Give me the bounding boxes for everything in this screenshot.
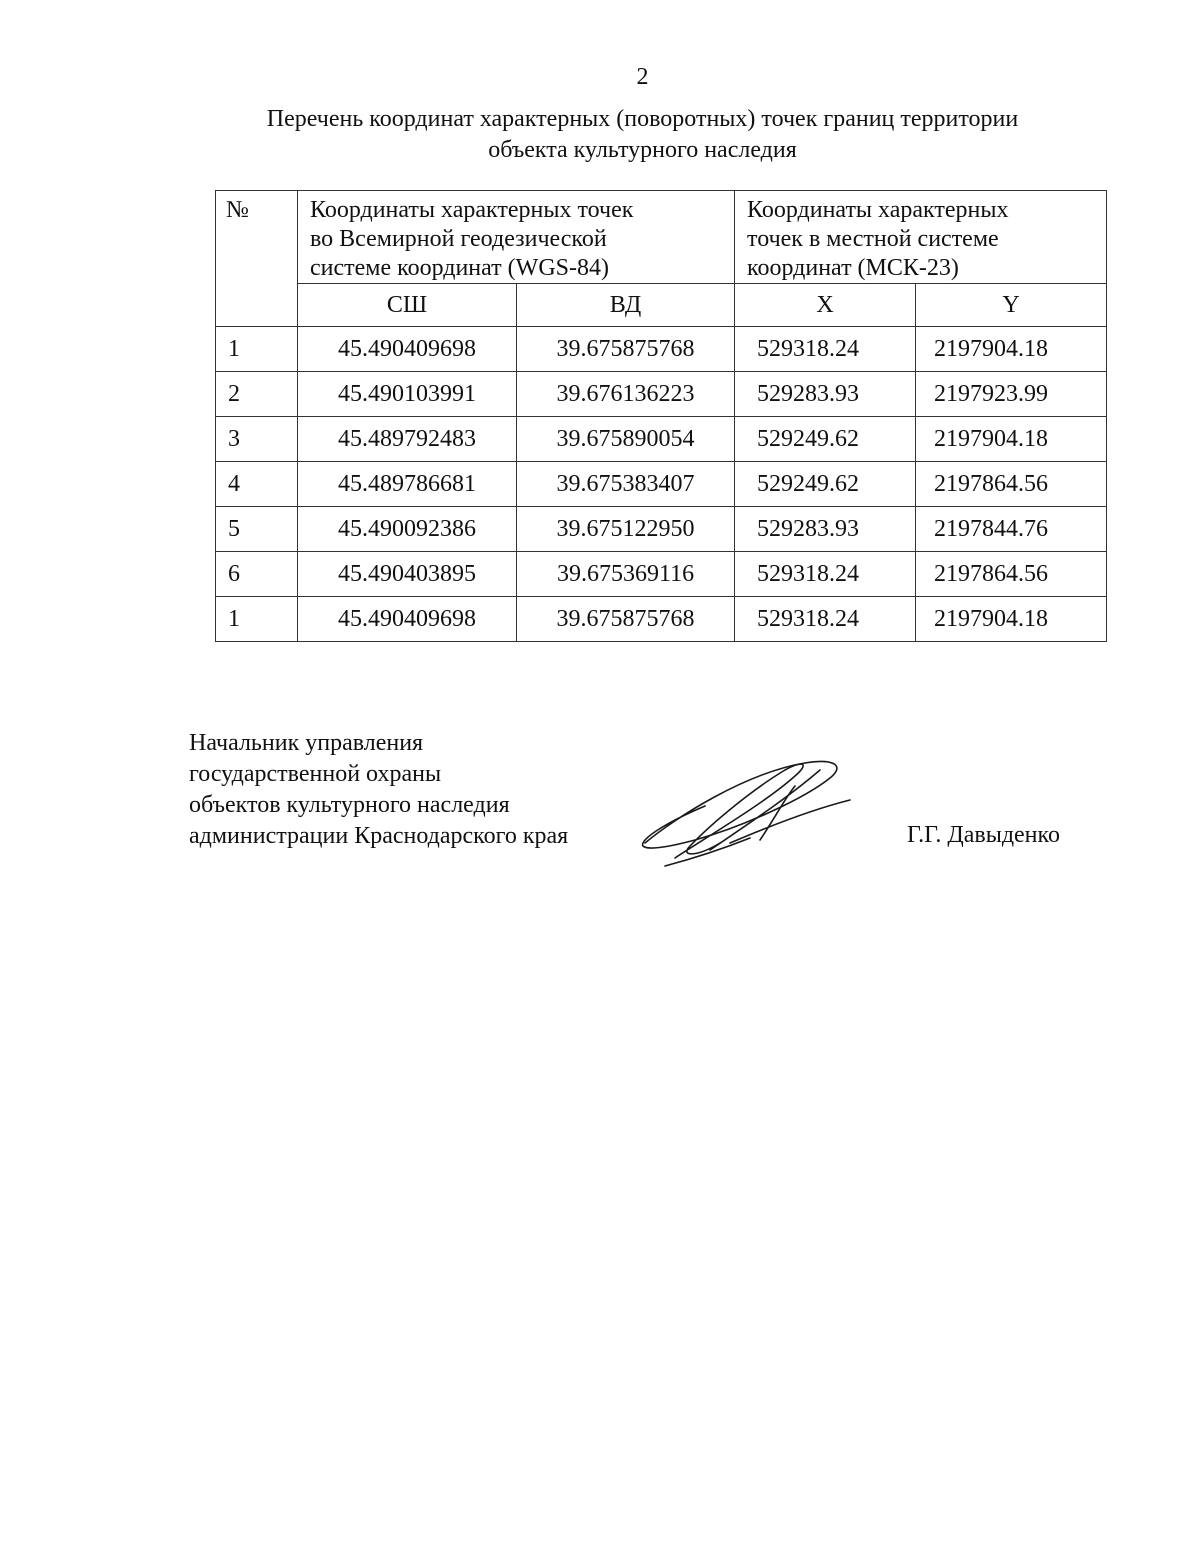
coordinates-table (215, 190, 1107, 642)
cell-number: 3 (216, 417, 298, 462)
cell-longitude: 39.675875768 (517, 327, 735, 372)
cell-number: 4 (216, 462, 298, 507)
cell-number: 6 (216, 552, 298, 597)
header-wgs84-line-1: Координаты характерных точек (310, 197, 634, 223)
header-number: № (216, 191, 298, 327)
cell-longitude: 39.675383407 (517, 462, 735, 507)
handwritten-signature (635, 748, 855, 873)
cell-latitude: 45.489792483 (298, 417, 517, 462)
table-row (216, 507, 1107, 552)
table-header-row (216, 191, 1107, 284)
cell-longitude: 39.676136223 (517, 372, 735, 417)
cell-y: 2197864.56 (916, 552, 1107, 597)
cell-y: 2197923.99 (916, 372, 1107, 417)
cell-y: 2197904.18 (916, 417, 1107, 462)
cell-y: 2197844.76 (916, 507, 1107, 552)
cell-x: 529283.93 (735, 372, 916, 417)
cell-number: 2 (216, 372, 298, 417)
header-msk23-line-3: координат (МСК-23) (747, 255, 959, 281)
cell-x: 529283.93 (735, 507, 916, 552)
cell-x: 529318.24 (735, 597, 916, 642)
cell-longitude: 39.675369116 (517, 552, 735, 597)
cell-x: 529318.24 (735, 327, 916, 372)
header-wgs84-line-3: системе координат (WGS-84) (310, 255, 609, 281)
header-msk23-group (735, 191, 1107, 284)
cell-number: 5 (216, 507, 298, 552)
cell-x: 529249.62 (735, 462, 916, 507)
cell-y: 2197904.18 (916, 327, 1107, 372)
header-wgs84-line-2: во Всемирной геодезической (310, 226, 607, 252)
cell-longitude: 39.675890054 (517, 417, 735, 462)
header-latitude: СШ (298, 284, 517, 327)
header-msk23-line-2: точек в местной системе (747, 226, 999, 252)
signatory-line-3: объектов культурного наследия (189, 792, 510, 818)
cell-number: 1 (216, 327, 298, 372)
table-row (216, 372, 1107, 417)
signatory-line-1: Начальник управления (189, 730, 424, 756)
cell-latitude: 45.490409698 (298, 327, 517, 372)
title-line-1: Перечень координат характерных (поворотных) точек границ территории (266, 106, 1019, 132)
table-row (216, 417, 1107, 462)
header-longitude: ВД (517, 284, 735, 327)
cell-longitude: 39.675875768 (517, 597, 735, 642)
signatory-line-4: администрации Краснодарского края (189, 823, 569, 849)
cell-latitude: 45.490403895 (298, 552, 517, 597)
signatory-position (189, 728, 568, 852)
cell-latitude: 45.490092386 (298, 507, 517, 552)
cell-y: 2197864.56 (916, 462, 1107, 507)
header-x: X (735, 284, 916, 327)
cell-longitude: 39.675122950 (517, 507, 735, 552)
header-y: Y (916, 284, 1107, 327)
header-wgs84-group (298, 191, 735, 284)
signatory-line-2: государственной охраны (189, 761, 442, 787)
cell-latitude: 45.490103991 (298, 372, 517, 417)
title-line-2: объекта культурного наследия (488, 137, 797, 163)
table-row (216, 552, 1107, 597)
signatory-name: Г.Г. Давыденко (907, 822, 1060, 848)
cell-y: 2197904.18 (916, 597, 1107, 642)
cell-latitude: 45.490409698 (298, 597, 517, 642)
table-subheader-row (216, 284, 1107, 327)
page-number: 2 (636, 64, 649, 90)
cell-number: 1 (216, 597, 298, 642)
cell-x: 529318.24 (735, 552, 916, 597)
cell-latitude: 45.489786681 (298, 462, 517, 507)
table-row (216, 462, 1107, 507)
table-row (216, 597, 1107, 642)
document-title (180, 104, 1105, 166)
cell-x: 529249.62 (735, 417, 916, 462)
table-row (216, 327, 1107, 372)
header-msk23-line-1: Координаты характерных (747, 197, 1009, 223)
